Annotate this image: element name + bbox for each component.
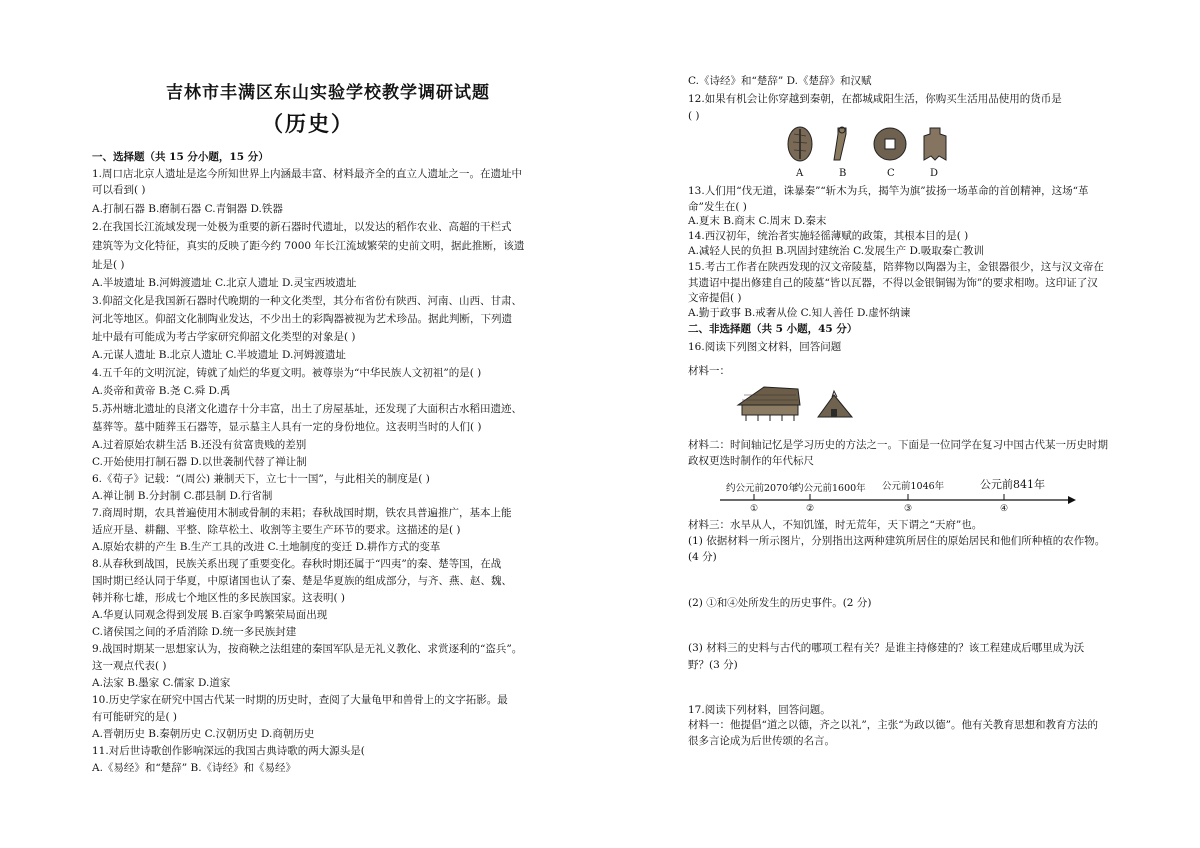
- question-line: 13.人们用“伐无道，诛暴秦”“斩木为兵，揭竿为旗”拔扬一场革命的首创精神，这场“革: [688, 185, 1089, 197]
- option-line: A.半坡遗址 B.河姆渡遗址 C.北京人遗址 D.灵宝西坡遗址: [92, 277, 357, 289]
- thatched-hut-icon: [818, 391, 852, 417]
- material-line: 政权更迭时制作的年代标尺: [688, 455, 814, 467]
- paper-subject: （历史）: [262, 111, 354, 136]
- question-line: 址是( ): [92, 259, 125, 271]
- question-line: 建筑等为文化特征，真实的反映了距今约 7000 年长江流域繁荣的史前文明，据此推断，该遗: [92, 240, 525, 252]
- question-line: 适应开垦、耕翻、平整、除草松土、收割等主要生产环节的要求。这描述的是( ): [92, 524, 461, 536]
- option-line: A.减轻人民的负担 B.巩固封建统治 C.发展生产 D.吸取秦亡教训: [688, 245, 984, 257]
- option-line: A.《易经》和“楚辞” B.《诗经》和《易经》: [92, 762, 297, 774]
- material-line: 材料一：他提倡“道之以德，齐之以礼”，主张“为政以德”。他有关教育思想和教育方法的: [688, 719, 1098, 731]
- coin-label-a: A: [796, 168, 804, 179]
- question-line: (4 分): [688, 551, 717, 563]
- question-line: 4.五千年的文明沉淀，铸就了灿烂的华夏文明。被尊崇为“中华民族人文初祖”的是( ): [92, 367, 482, 379]
- question-line: 14.西汉初年，统治者实施轻徭薄赋的政策，其根本目的是( ): [688, 230, 969, 242]
- option-line: A.过着原始农耕生活 B.还没有贫富贵贱的差别: [92, 439, 307, 451]
- option-line: A.夏末 B.商末 C.周末 D.秦末: [688, 215, 827, 227]
- ancient-coins-image: [780, 124, 960, 166]
- question-line: 可以看到( ): [92, 184, 146, 196]
- question-line: 2.在我国长江流域发现一处极为重要的新石器时代遗址，以发达的稻作农业、高超的干栏式: [92, 221, 512, 233]
- option-line: C.《诗经》和“楚辞” D.《楚辞》和汉赋: [688, 75, 872, 87]
- round-coin-icon: [874, 128, 906, 160]
- coin-label-d: D: [930, 168, 939, 179]
- shell-coin-icon: [788, 127, 812, 161]
- question-line: 址中最有可能成为考古学家研究仰韶文化类型的对象是( ): [92, 331, 356, 343]
- question-line: ( ): [688, 110, 700, 122]
- spade-coin-icon: [924, 128, 946, 160]
- coin-label-c: C: [887, 168, 895, 179]
- question-line: 1.周口店北京人遗址是迄今所知世界上内涵最丰富、材料最齐全的直立人遗址之一。在遗址中: [92, 168, 523, 180]
- question-line: 17.阅读下列材料，回答问题。: [688, 704, 831, 716]
- question-line: 16.阅读下列图文材料，回答问题: [688, 341, 842, 353]
- timeline-marker: ③: [904, 504, 913, 514]
- option-line: A.华夏认同观念得到发展 B.百家争鸣繁荣局面出现: [92, 609, 328, 621]
- question-line: 韩并称七雄，形成七个地区性的多民族国家。这表明( ): [92, 592, 346, 604]
- question-line: (2) ①和④处所发生的历史事件。(2 分): [688, 597, 872, 609]
- option-line: A.元谋人遗址 B.北京人遗址 C.半坡遗址 D.河姆渡遗址: [92, 349, 346, 361]
- question-line: 国时期已经认同于华夏，中原诸国也认了秦、楚是华夏族的组成部分，与齐、燕、赵、魏、: [92, 575, 512, 587]
- question-line: 野？(3 分): [688, 659, 738, 671]
- option-line: A.勤于政事 B.戒奢从俭 C.知人善任 D.虚怀纳谏: [688, 307, 911, 319]
- question-line: 5.苏州塘北遗址的良渚文化遗存十分丰富，出土了房屋基址，还发现了大面积古水稻田遗迹、: [92, 403, 523, 415]
- dwelling-images: [734, 383, 874, 423]
- material-line: 材料二：时间轴记忆是学习历史的方法之一。下面是一位同学在复习中国古代某一历史时期: [688, 439, 1108, 451]
- timeline-label: 公元前841年: [980, 478, 1045, 491]
- question-line: 其遗诏中提出修建自己的陵墓“皆以瓦器，不得以金银铜锡为饰”的要求相吻。这印证了汉: [688, 277, 1098, 289]
- option-line: A.法家 B.墨家 C.儒家 D.道家: [92, 677, 231, 689]
- option-line: C.诸侯国之间的矛盾消除 D.统一多民族封建: [92, 626, 297, 638]
- option-line: A.晋朝历史 B.秦朝历史 C.汉朝历史 D.商朝历史: [92, 728, 315, 740]
- question-line: 河北等地区。仰韶文化制陶业发达，不少出土的彩陶器被视为艺术珍品。据此判断，下列遗: [92, 313, 512, 325]
- timeline-marker: ④: [1000, 504, 1009, 514]
- material-line: 材料三：水旱从人，不知饥馑，时无荒年，天下谓之“天府”也。: [688, 519, 983, 531]
- stilt-house-icon: [738, 387, 800, 421]
- option-line: A.炎帝和黄帝 B.尧 C.舜 D.禹: [92, 385, 231, 397]
- option-line: A.原始农耕的产生 B.生产工具的改进 C.土地制度的变迁 D.耕作方式的变革: [92, 541, 441, 553]
- material-label: 材料一：: [688, 365, 730, 377]
- question-line: 3.仰韶文化是我国新石器时代晚期的一种文化类型，其分布省份有陕西、河南、山西、甘肃、: [92, 295, 523, 307]
- coin-label-b: B: [839, 168, 847, 179]
- question-line: 11.对后世诗歌创作影响深远的我国古典诗歌的两大源头是(: [92, 745, 365, 757]
- question-line: 这一观点代表( ): [92, 660, 167, 672]
- option-line: A.打制石器 B.磨制石器 C.青铜器 D.铁器: [92, 203, 283, 215]
- question-line: 命”发生在( ): [688, 201, 747, 213]
- question-line: 墓葬等。墓中随葬玉石器等，显示墓主人具有一定的身份地位。这表明当时的人们( ): [92, 421, 482, 433]
- timeline-label: 公元前1046年: [882, 481, 945, 492]
- question-line: 7.商周时期，农具普遍使用木制或骨制的耒耜；春秋战国时期，铁农具普遍推广，基本上能: [92, 507, 512, 519]
- timeline-label: 约公元前1600年: [794, 483, 866, 494]
- question-line: 8.从春秋到战国，民族关系出现了重要变化。春秋时期还属于“四夷”的秦、楚等国，在战: [92, 558, 502, 570]
- question-line: 9.战国时期某一思想家认为，按商鞅之法组建的秦国军队是无礼义教化、求赏逐利的“盗兵”。: [92, 643, 523, 655]
- question-line: 12.如果有机会让你穿越到秦朝，在都城咸阳生活，你购买生活用品使用的货币是: [688, 93, 1062, 105]
- question-line: 10.历史学家在研究中国古代某一时期的历史时，查阅了大量龟甲和兽骨上的文字拓影。最: [92, 694, 508, 706]
- material-line: 很多言论成为后世传颂的名言。: [688, 735, 835, 747]
- question-line: 文帝提倡( ): [688, 292, 742, 304]
- knife-coin-icon: [834, 127, 846, 160]
- option-line: C.开始使用打制石器 D.以世袭制代替了禅让制: [92, 456, 307, 468]
- section-heading: 二、非选择题（共 5 小题，45 分）: [688, 323, 858, 335]
- question-line: (1) 依据材料一所示图片，分别指出这两种建筑所居住的原始居民和他们所种植的农作物。: [688, 535, 1106, 547]
- timeline-marker: ①: [750, 504, 759, 514]
- question-line: (3) 材料三的史料与古代的哪项工程有关？是谁主持修建的？该工程建成后哪里成为沃: [688, 642, 1085, 654]
- question-line: 有可能研究的是( ): [92, 711, 178, 723]
- option-line: A.禅让制 B.分封制 C.郡县制 D.行省制: [92, 490, 273, 502]
- paper-title: 吉林市丰满区东山实验学校教学调研试题: [166, 83, 490, 103]
- question-line: 6.《荀子》记载：“(周公) 兼制天下，立七十一国”，与此相关的制度是( ): [92, 473, 430, 485]
- timeline-label: 约公元前2070年: [726, 483, 798, 494]
- question-line: 15.考古工作者在陕西发现的汉文帝陵墓，陪葬物以陶器为主，金银器很少，这与汉文帝在: [688, 261, 1104, 273]
- timeline-marker: ②: [806, 504, 815, 514]
- section-heading: 一、选择题（共 15 分小题，15 分）: [92, 151, 269, 163]
